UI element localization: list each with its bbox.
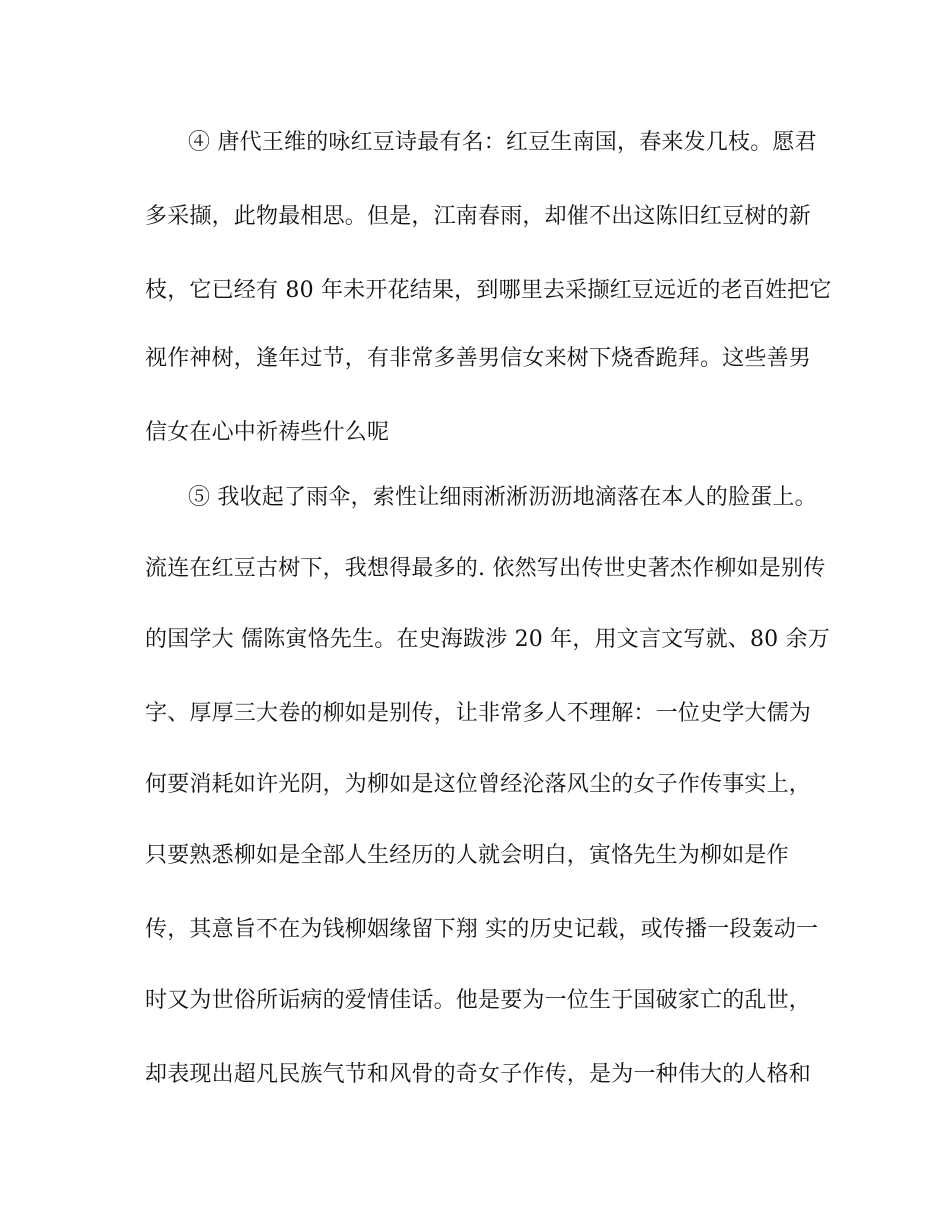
paragraph-line: 枝，它已经有 80 年未开花结果，到哪里去采撷红豆远近的老百姓把它 [145,278,832,303]
paragraph-line: 字、厚厚三大卷的柳如是别传，让非常多人不理解：一位史学大儒为 [145,701,812,726]
paragraph-line: 流连在红豆古树下，我想得最多的. 依然写出传世史著杰作柳如是别传 [145,556,826,581]
paragraph-line: 时又为世俗所诟病的爱情佳话。他是要为一位生于国破家亡的乱世， [145,988,812,1013]
paragraph-line: 信女在心中祈祷些什么呢 [145,420,390,445]
paragraph-line: 多采撷，此物最相思。但是，江南春雨，却催不出这陈旧红豆树的新 [145,204,812,229]
paragraph-line: 视作神树，逢年过节，有非常多善男信女来树下烧香跪拜。这些善男 [145,346,812,371]
paragraph-line: 只要熟悉柳如是全部人生经历的人就会明白，寅恪先生为柳如是作 [145,843,789,868]
paragraph-line: 的国学大 儒陈寅恪先生。在史海跋涉 20 年，用文言文写就、80 余万 [145,627,830,652]
paragraph-line: ④ 唐代王维的咏红豆诗最有名：红豆生南国，春来发几枝。愿君 [188,130,817,155]
paragraph-line: 传，其意旨不在为钱柳姻缘留下翔 实的历史记载，或传播一段轰动一 [145,917,819,942]
paragraph-line: 却表现出超凡民族气节和风骨的奇女子作传，是为一种伟大的人格和 [145,1062,812,1087]
paragraph-line: 何要消耗如许光阴，为柳如是这位曾经沦落风尘的女子作传事实上， [145,772,812,797]
paragraph-line: ⑤ 我收起了雨伞，索性让细雨淅淅沥沥地滴落在本人的脸蛋上。 [188,485,817,510]
